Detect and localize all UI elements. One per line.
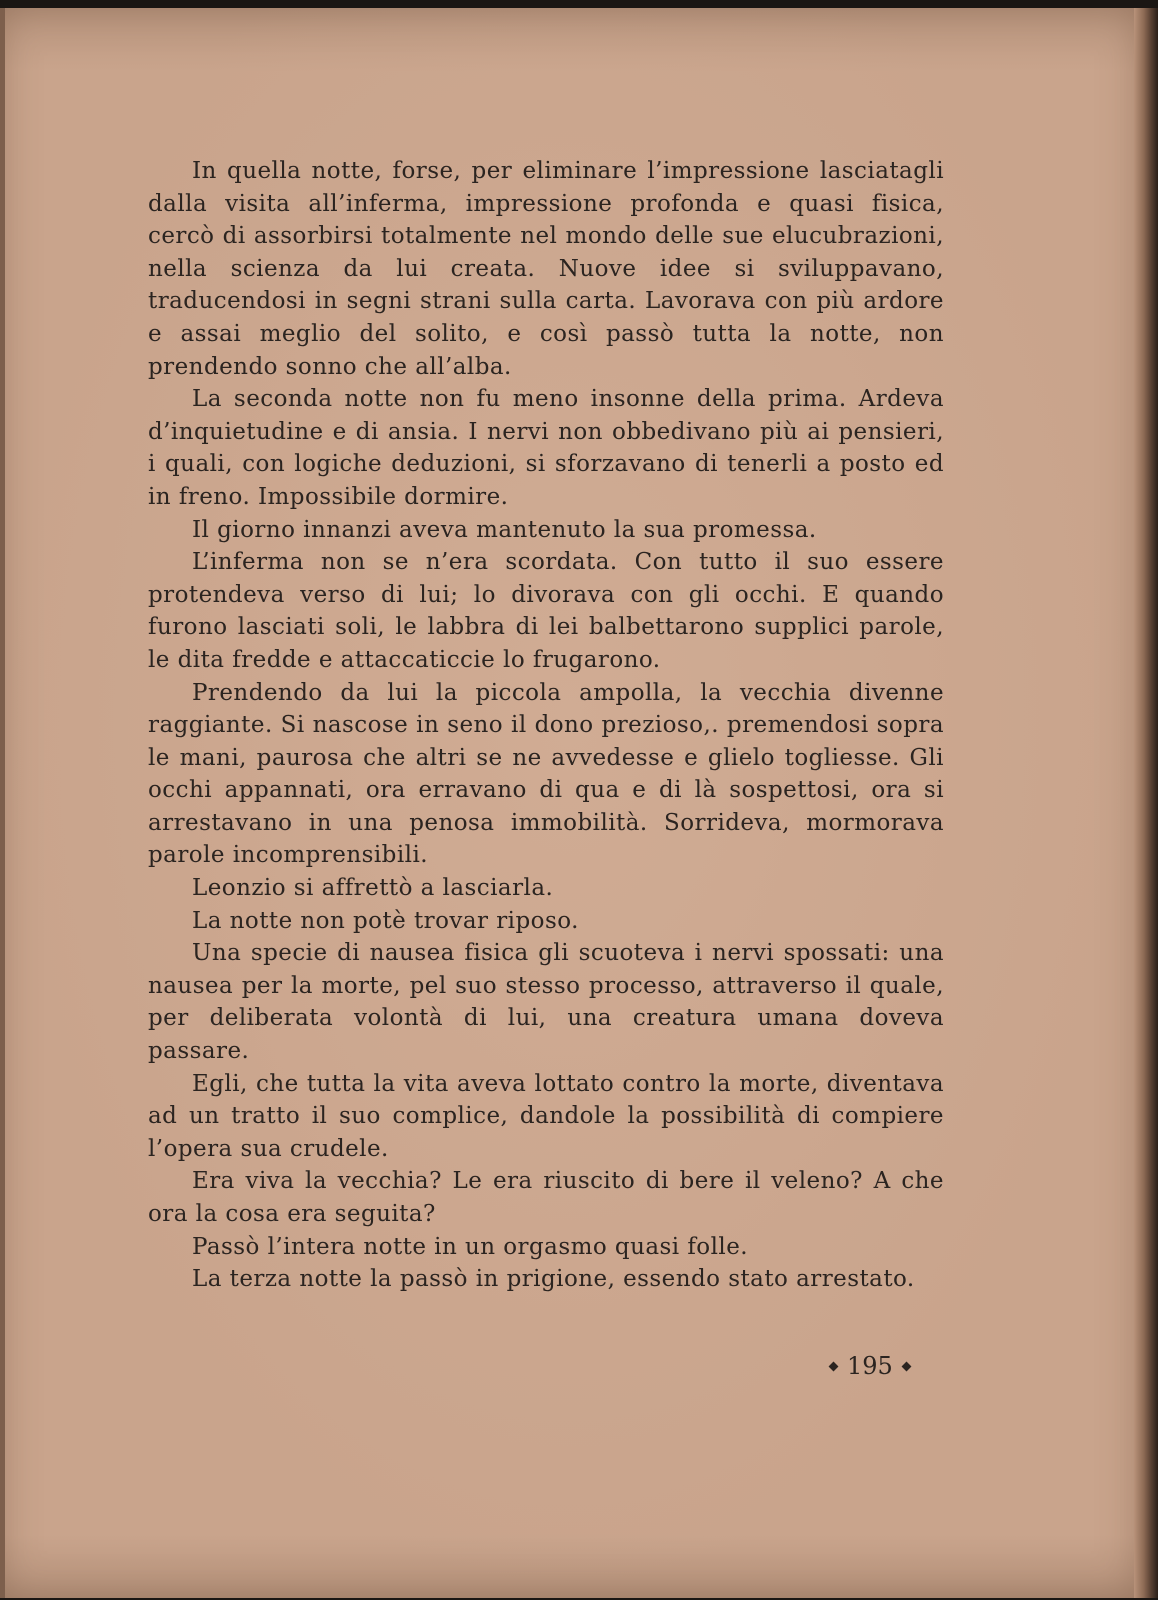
paragraph-12: La terza notte la passò in prigione, essendo stato arrestato. — [192, 1266, 915, 1293]
paragraph-2: La seconda notte non fu meno insonne della prima. Ardeva d’inquietudine e di ansia. I nervi non obbedivano più ai pensieri, i quali, con logiche deduzioni, si sforzavano di tenerli a posto ed in freno. Impossibile dormire. — [148, 386, 944, 510]
diamond-ornament-icon — [829, 1361, 839, 1371]
page-right-edge — [1134, 8, 1158, 1598]
diamond-ornament-icon — [901, 1361, 911, 1371]
paragraph-7: La notte non potè trovar riposo. — [192, 907, 579, 934]
paragraph-10: Era viva la vecchia? Le era riuscito di bere il veleno? A che ora la cosa era seguita? — [148, 1168, 944, 1227]
page-left-edge — [0, 8, 5, 1598]
body-text — [148, 155, 944, 1296]
page-number — [830, 1352, 910, 1380]
paragraph-11: Passò l’intera notte in un orgasmo quasi folle. — [192, 1233, 749, 1260]
paragraph-9: Egli, che tutta la vita aveva lottato contro la morte, diventava ad un tratto il suo complice, dandole la possibilità di compiere l’opera sua crudele. — [148, 1070, 944, 1162]
paragraph-3: Il giorno innanzi aveva mantenuto la sua promessa. — [192, 516, 817, 543]
paragraph-6: Leonzio si affrettò a lasciarla. — [192, 875, 554, 902]
paragraph-8: Una specie di nausea fisica gli scuoteva i nervi spossati: una nausea per la morte, pel suo stesso processo, attraverso il quale, per deliberata volontà di lui, una creatura umana doveva passare. — [148, 940, 944, 1065]
page-number-text: 195 — [847, 1352, 893, 1380]
paragraph-5: Prendendo da lui la piccola ampolla, la vecchia divenne raggiante. Si nascose in seno il dono prezioso,. premendosi sopra le mani, paurosa che altri se ne avvedesse e glielo togliesse. Gli occhi appannati, ora erravano di qua e di là sospettosi, ora si arrestavano in una penosa immobilità. Sorrideva, mormorava parole incomprensibili. — [148, 679, 944, 869]
paragraph-4: L’inferma non se n’era scordata. Con tutto il suo essere protendeva verso di lui; lo divorava con gli occhi. E quando furono lasciati soli, le labbra di lei balbettarono supplici parole, le dita fredde e attaccaticcie lo frugarono. — [148, 549, 944, 673]
paragraph-1: In quella notte, forse, per eliminare l’impressione lasciatagli dalla visita all’inferma, impressione profonda e quasi fisica, cercò di assorbirsi totalmente nel mondo delle sue elucubrazioni, nella scienza da lui creata. Nuove idee si sviluppavano, traducendosi in segni strani sulla carta. Lavorava con più ardore e assai meglio del solito, e così passò tutta la notte, non prendendo sonno che all’alba. — [148, 158, 944, 380]
